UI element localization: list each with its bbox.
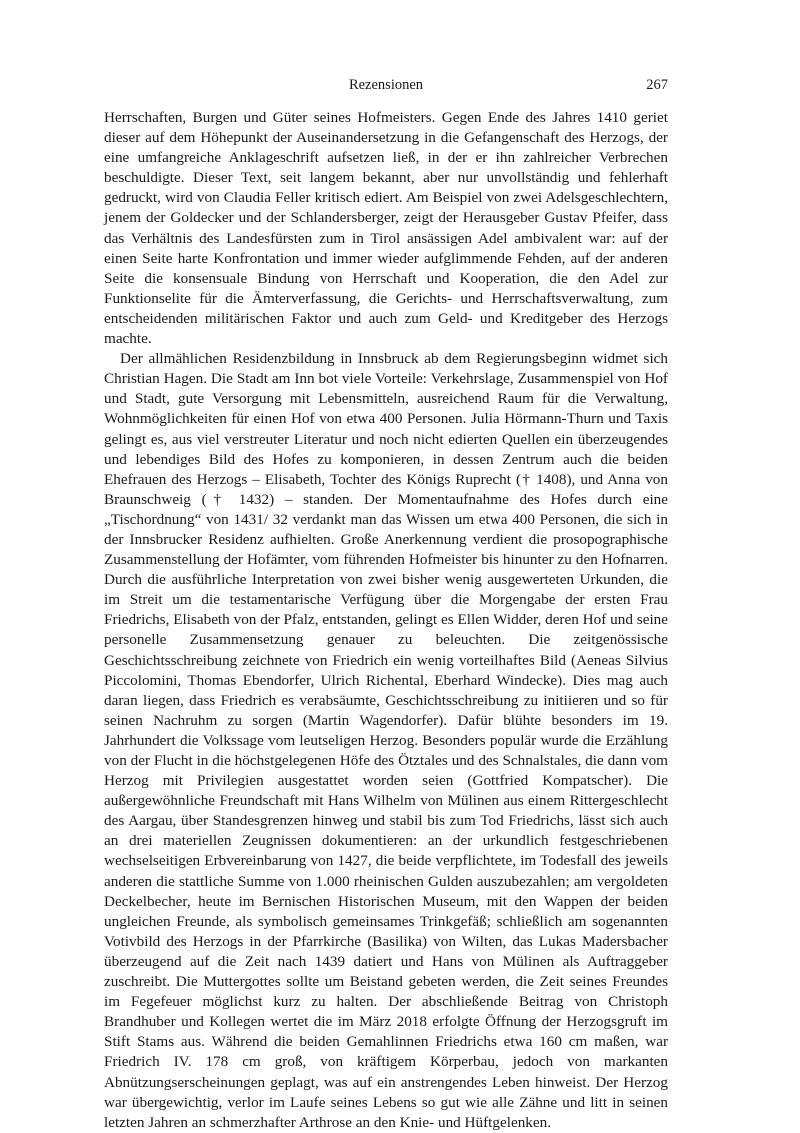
running-title: Rezensionen	[348, 77, 424, 93]
paragraph: Der allmählichen Residenzbildung in Innsbruck ab dem Regierungsbeginn widmet sich Christian Hagen. Die Stadt am Inn bot viele Vorteile: Verkehrslage, Zusammenspiel von Hof und Stadt, gute Versorgung mit Lebensmitteln, ausreichend Raum für die Verwaltung, Wohnmöglichkeiten für einen Hof von etwa 400 Personen. Julia Hörmann-Thurn und Taxis gelingt es, aus viel verstreuter Literatur und noch nicht edierten Quellen ein überzeugendes und lebendiges Bild des Hofes zu komponieren, in dessen Zentrum auch die beiden Ehefrauen des Herzogs – Elisabeth, Tochter des Königs Ruprecht († 1408), und Anna von Braunschweig († 1432) – standen. Der Momentaufnahme des Hofes durch eine „Tischordnung“ von 1431/ 32 verdankt man das Wissen um etwa 400 Personen, die sich in der Innsbrucker Residenz aufhielten. Große Anerkennung verdient die prosopographische Zusammenstellung der Hofämter, vom führenden Hofmeister bis hinunter zu den Hofnarren. Durch die ausführliche Interpretation von zwei bisher wenig ausgewerteten Urkunden, die im Streit um die testamentarische Verfügung über die Morgengabe der ersten Frau Friedrichs, Elisabeth von der Pfalz, entstanden, gelingt es Ellen Widder, deren Hof und seine personelle Zusammensetzung genauer zu beleuchten. Die zeitgenössische Geschichtsschreibung zeichnete von Friedrich ein wenig vorteilhaftes Bild (Aeneas Silvius Piccolomini, Thomas Ebendorfer, Ulrich Richental, Eberhard Windecke). Dies mag auch daran liegen, dass Friedrich es verabsäumte, Geschichtsschreibung zu initiieren und so für seinen Nachruhm zu sorgen (Martin Wagendorfer). Dafür blühte besonders im 19. Jahrhundert die Volkssage vom leutseligen Herzog. Besonders populär wurde die Erzählung von der Flucht in die höchstgelegenen Höfe des Ötztales und des Schnalstales, die dann vom Herzog mit Privilegien ausgestattet worden seien (Gottfried Kompatscher). Die außergewöhnliche Freundschaft mit Hans Wilhelm von Mülinen aus einem Rittergeschlecht des Aargau, über Standesgrenzen hinweg und stabil bis zum Tod Friedrichs, lässt sich auch an drei materiellen Zeugnissen dokumentieren: an der urkundlich festgeschriebenen wechselseitigen Erbvereinbarung von 1427, die beide verpflichtete, im Todesfall des jeweils anderen die stattliche Summe von 1.000 rheinischen Gulden auszubezahlen; am vergoldeten Deckelbecher, heute im Bernischen Historischen Museum, mit den Wappen der beiden ungleichen Freunde, als symbolisch gemeinsames Trinkgefäß; schließlich am sogenannten Votivbild des Herzogs in der Pfarrkirche (Basilika) von Wilten, das Lukas Madersbacher überzeugend auf die Zeit nach 1439 datiert und Hans von Mülinen als Auftraggeber zuschreibt. Die Muttergottes sollte um Beistand gebeten werden, die Zeit seines Freundes im Fegefeuer möglichst kurz zu halten. Der abschließende Beitrag von Christoph Brandhuber und Kollegen wertet die im März 2018 erfolgte Öffnung der Herzogsgruft im Stift Stams aus. Während die beiden Gemahlinnen Friedrichs etwa 160 cm maßen, war Friedrich IV. 178 cm groß, von kräftigem Körperbau, jedoch von markanten Abnützungserscheinungen geplagt, was auf ein anstrengendes Leben hinweist. Der Herzog war übergewichtig, verlor im Laufe seines Lebens so gut wie alle Zähne und litt in seinen letzten Jahren an schmerzhafter Arthrose an den Knie- und Hüftgelenken.	[104, 350, 668, 1131]
paragraph: Herrschaften, Burgen und Güter seines Hofmeisters. Gegen Ende des Jahres 1410 geriet dieser auf dem Höhepunkt der Auseinandersetzung in die Gefangenschaft des Herzogs, der eine umfangreiche Anklageschrift aufsetzen ließ, in der er ihn zahlreicher Verbrechen beschuldigte. Dieser Text, seit langem bekannt, aber nur unvollständig und fehlerhaft gedruckt, wird von Claudia Feller kritisch ediert. Am Beispiel von zwei Adelsgeschlechtern, jenem der Goldecker und der Schlandersberger, zeigt der Herausgeber Gustav Pfeifer, dass das Verhältnis des Landesfürsten zum in Tirol ansässigen Adel ambivalent war: auf der einen Seite harte Konfrontation und immer wieder aufglimmende Fehden, auf der anderen Seite die konsensuale Bindung von Herrschaft und Kooperation, die den Adel zur Funktionselite für die Ämterverfassung, die Gerichts- und Herrschaftsverwaltung, zum entscheidenden militärischen Faktor und auch zum Geld- und Kreditgeber des Herzogs machte.	[104, 109, 668, 348]
page-number: 267	[646, 77, 668, 93]
body-text	[104, 108, 668, 1133]
